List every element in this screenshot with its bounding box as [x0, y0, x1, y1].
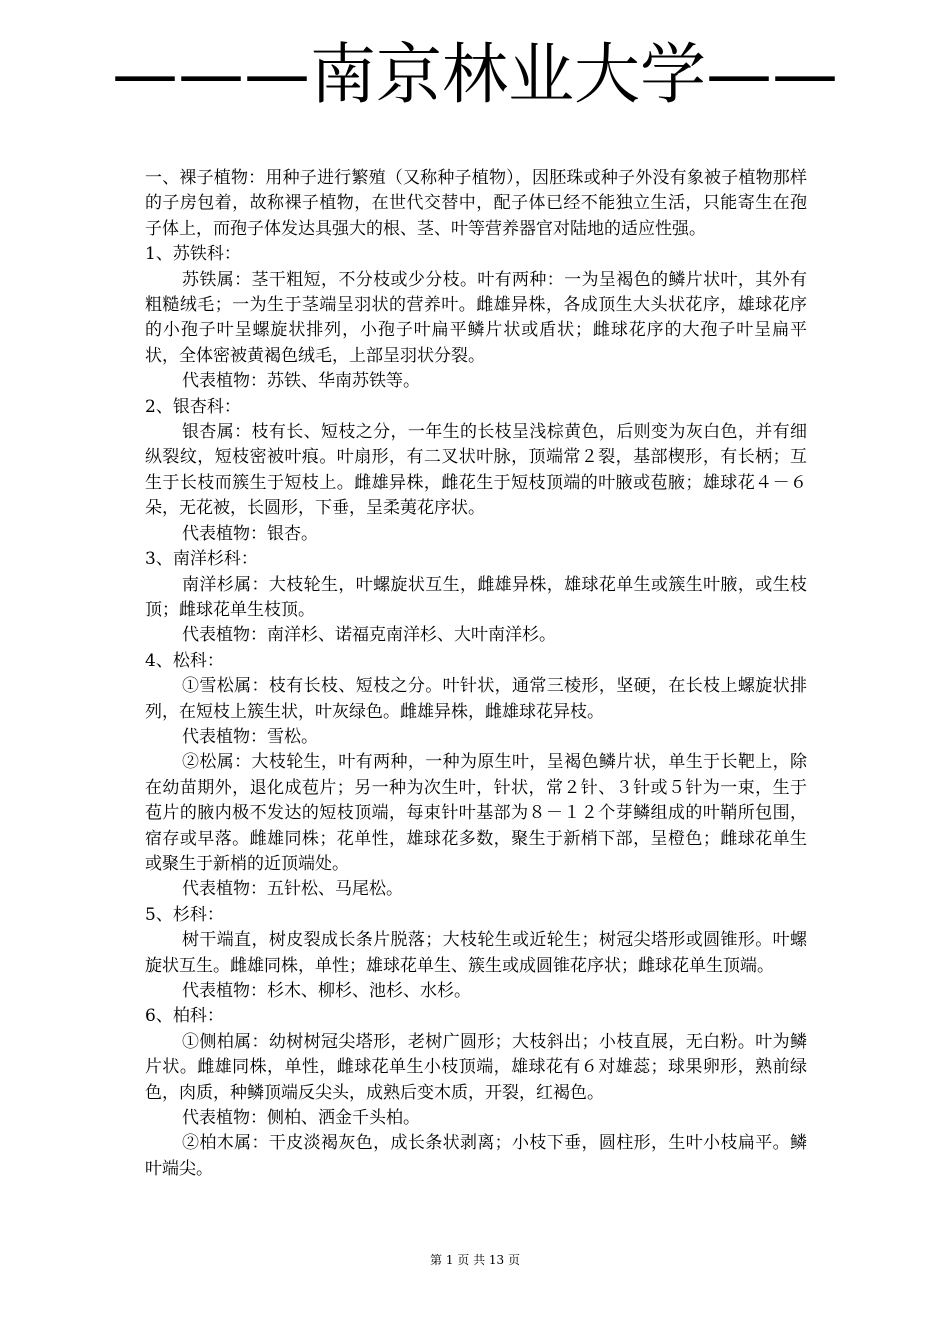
heading-pinaceae: 4、松科： — [145, 650, 224, 671]
paragraph-platycladus: ①侧柏属：幼树树冠尖塔形，老树广圆形；大枝斜出；小枝直展，无白粉。叶为鳞片状。雌雄同株，单性，雌球花单生小枝顶端，雄球花有６对雄蕊；球果卵形，熟前绿色，肉质，种鳞顶端反尖头，成熟后变木质，开裂，红褐色。 — [145, 1031, 807, 1103]
paragraph-pinus-examples: 代表植物：五针松、马尾松。 — [182, 879, 403, 900]
paragraph-araucaria-examples: 代表植物：南洋杉、诺福克南洋杉、大叶南洋杉。 — [182, 625, 556, 646]
heading-ginkgoaceae: 2、银杏科： — [145, 396, 241, 417]
paragraph-cedrus: ①雪松属：枝有长枝、短枝之分。叶针状，通常三棱形，坚硬，在长枝上螺旋状排列，在短枝上簇生状，叶灰绿色。雌雄异株，雌雄球花异枝。 — [145, 676, 807, 722]
paragraph-cedrus-examples: 代表植物：雪松。 — [182, 726, 318, 747]
heading-araucariaceae: 3、南洋杉科： — [145, 549, 258, 570]
heading-taxodiaceae: 5、杉科： — [145, 904, 224, 925]
paragraph-taxodiaceae: 树干端直，树皮裂成长条片脱落；大枝轮生或近轮生；树冠尖塔形或圆锥形。叶螺旋状互生。雌雄同株，单性；雄球花单生、簇生或成圆锥花序状；雌球花单生顶端。 — [145, 930, 807, 976]
paragraph-pinus: ②松属：大枝轮生，叶有两种，一种为原生叶，呈褐色鳞片状，单生于长靶上，除在幼苗期外，退化成苞片；另一种为次生叶，针状，常２针、３针或５针为一束，生于苞片的腋内极不发达的短枝顶端，每束针叶基部为８－１２个芽鳞组成的叶鞘所包围，宿存或早落。雌雄同株；花单性，雄球花多数，聚生于新梢下部，呈橙色；雌球花单生或聚生于新梢的近顶端处。 — [145, 752, 807, 874]
paragraph-intro: 一、裸子植物：用种子进行繁殖（又称种子植物），因胚珠或种子外没有象被子植物那样的子房包着，故称裸子植物，在世代交替中，配子体已经不能独立生活，只能寄生在孢子体上，而孢子体发达具强大的根、茎、叶等营养器官对陆地的适应性强。 — [145, 168, 807, 239]
heading-cycadaceae: 1、苏铁科： — [145, 244, 241, 265]
page-header-title: ———南京林业大学—— — [112, 36, 838, 113]
paragraph-taxodiaceae-examples: 代表植物：杉木、柳杉、池杉、水杉。 — [182, 981, 471, 1001]
page-footer: 第 1 页 共 13 页 — [430, 1253, 520, 1267]
paragraph-cupressus: ②柏木属：干皮淡褐灰色，成长条状剥离；小枝下垂，圆柱形，生叶小枝扁平。鳞叶端尖。 — [145, 1133, 807, 1179]
paragraph-araucaria: 南洋杉属：大枝轮生，叶螺旋状互生，雌雄异株，雄球花单生或簇生叶腋，或生枝顶；雌球花单生枝顶。 — [145, 574, 807, 620]
document-body — [145, 166, 807, 1182]
paragraph-cycas-examples: 代表植物：苏铁、华南苏铁等。 — [182, 371, 420, 392]
paragraph-cycas: 苏铁属：茎干粗短，不分枝或少分枝。叶有两种：一为呈褐色的鳞片状叶，其外有粗糙绒毛；一为生于茎端呈羽状的营养叶。雌雄异株，各成顶生大头状花序，雄球花序的小孢子叶呈螺旋状排列，小孢子叶扁平鳞片状或盾状；雌球花序的大孢子叶呈扁平状，全体密被黄褐色绒毛，上部呈羽状分裂。 — [145, 269, 807, 366]
paragraph-platycladus-examples: 代表植物：侧柏、洒金千头柏。 — [182, 1108, 420, 1129]
heading-cupressaceae: 6、柏科： — [145, 1006, 224, 1027]
paragraph-ginkgo-examples: 代表植物：银杏。 — [182, 523, 318, 544]
paragraph-ginkgo: 银杏属：枝有长、短枝之分，一年生的长枝呈浅棕黄色，后则变为灰白色，并有细纵裂纹，短枝密被叶痕。叶扇形，有二叉状叶脉，顶端常２裂，基部楔形，有长柄；互生于长枝而簇生于短枝上。雌雄异株，雌花生于短枝顶端的叶腋或苞腋；雄球花４－６朵，无花被，长圆形，下垂，呈柔荑花序状。 — [145, 422, 807, 519]
